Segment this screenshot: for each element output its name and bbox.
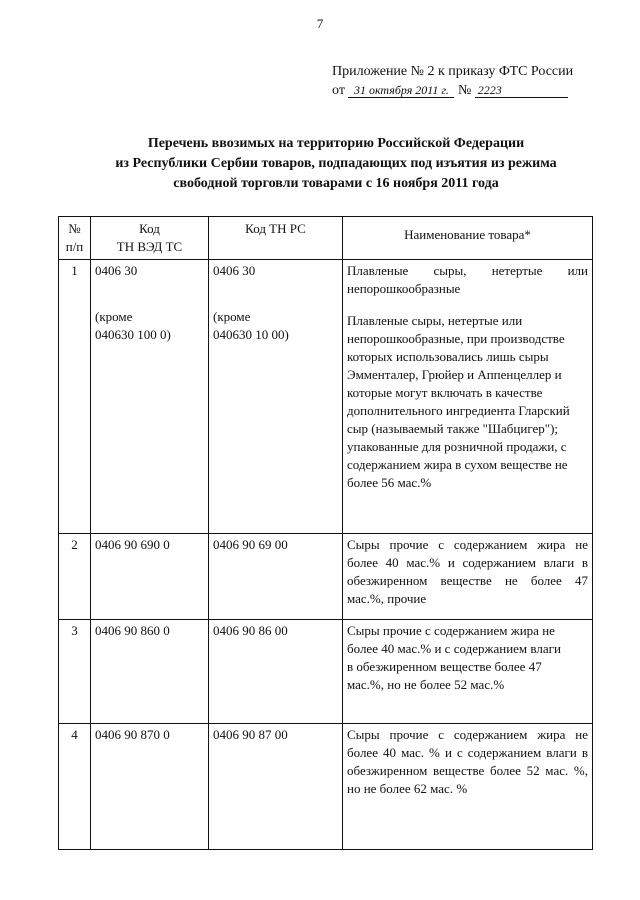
tnved-code-cell: 0406 30 (кроме 040630 100 0) <box>91 260 209 534</box>
tnved-code-cell: 0406 90 690 0 <box>91 534 209 620</box>
number-prefix: № <box>457 83 472 98</box>
row-number: 1 <box>59 260 91 534</box>
appendix-date-line <box>332 81 602 100</box>
date-prefix: от <box>332 83 345 98</box>
table-row <box>59 534 593 620</box>
title-line-2: из Республики Сербии товаров, подпадающих под изъятия из режима <box>115 156 557 171</box>
order-number: 2223 <box>475 83 568 98</box>
row-number: 3 <box>59 620 91 724</box>
header-tnrs: Код ТН РС <box>209 217 343 260</box>
table-row <box>59 724 593 850</box>
document-title <box>100 134 572 194</box>
tnrs-code-cell: 0406 90 69 00 <box>209 534 343 620</box>
tnrs-code-cell: 0406 90 86 00 <box>209 620 343 724</box>
product-name-cell: Сыры прочие с содержанием жира не более 40 мас.% и с содержанием влаги в обезжиренном веществе более 47 мас.%, но не более 52 мас.% <box>343 620 593 724</box>
appendix-header <box>332 62 602 100</box>
tnved-code-cell: 0406 90 870 0 <box>91 724 209 850</box>
goods-table <box>58 216 593 850</box>
header-name: Наименование товара* <box>343 217 593 260</box>
title-line-3: свободной торговли товарами с 16 ноября 2011 года <box>173 176 499 191</box>
table-header-row <box>59 217 593 260</box>
table-row <box>59 620 593 724</box>
row-number: 4 <box>59 724 91 850</box>
order-date: 31 октября 2011 г. <box>348 83 454 98</box>
header-tnved: Код ТН ВЭД ТС <box>91 217 209 260</box>
table-row <box>59 260 593 534</box>
page-number: 7 <box>316 16 324 31</box>
product-name-cell: Сыры прочие с содержанием жира не более 40 мас.% и содержанием влаги в обезжиренном веществе не более 47 мас.%, прочие <box>343 534 593 620</box>
tnrs-code-cell: 0406 30 (кроме 040630 10 00) <box>209 260 343 534</box>
row-number: 2 <box>59 534 91 620</box>
tnrs-code-cell: 0406 90 87 00 <box>209 724 343 850</box>
appendix-title: Приложение № 2 к приказу ФТС России <box>332 64 574 79</box>
product-name-cell: Плавленые сыры, нетертые или непорошкообразные Плавленые сыры, нетертые или непорошкообразные, при производстве которых использовались лишь сыры Эмменталер, Грюйер и Аппенцеллер и которые могут включать в качестве дополнительного ингредиента Гларский сыр (называемый также "Шабцигер"); упакованные для розничной продажи, с содержанием жира в сухом веществе не более 56 мас.% <box>343 260 593 534</box>
tnved-code-cell: 0406 90 860 0 <box>91 620 209 724</box>
header-num: № п/п <box>59 217 91 260</box>
title-line-1: Перечень ввозимых на территорию Российской Федерации <box>147 136 525 151</box>
product-name-cell: Сыры прочие с содержанием жира не более 40 мас. % и с содержанием влаги в обезжиренном веществе более 52 мас. %, но не более 62 мас. % <box>343 724 593 850</box>
